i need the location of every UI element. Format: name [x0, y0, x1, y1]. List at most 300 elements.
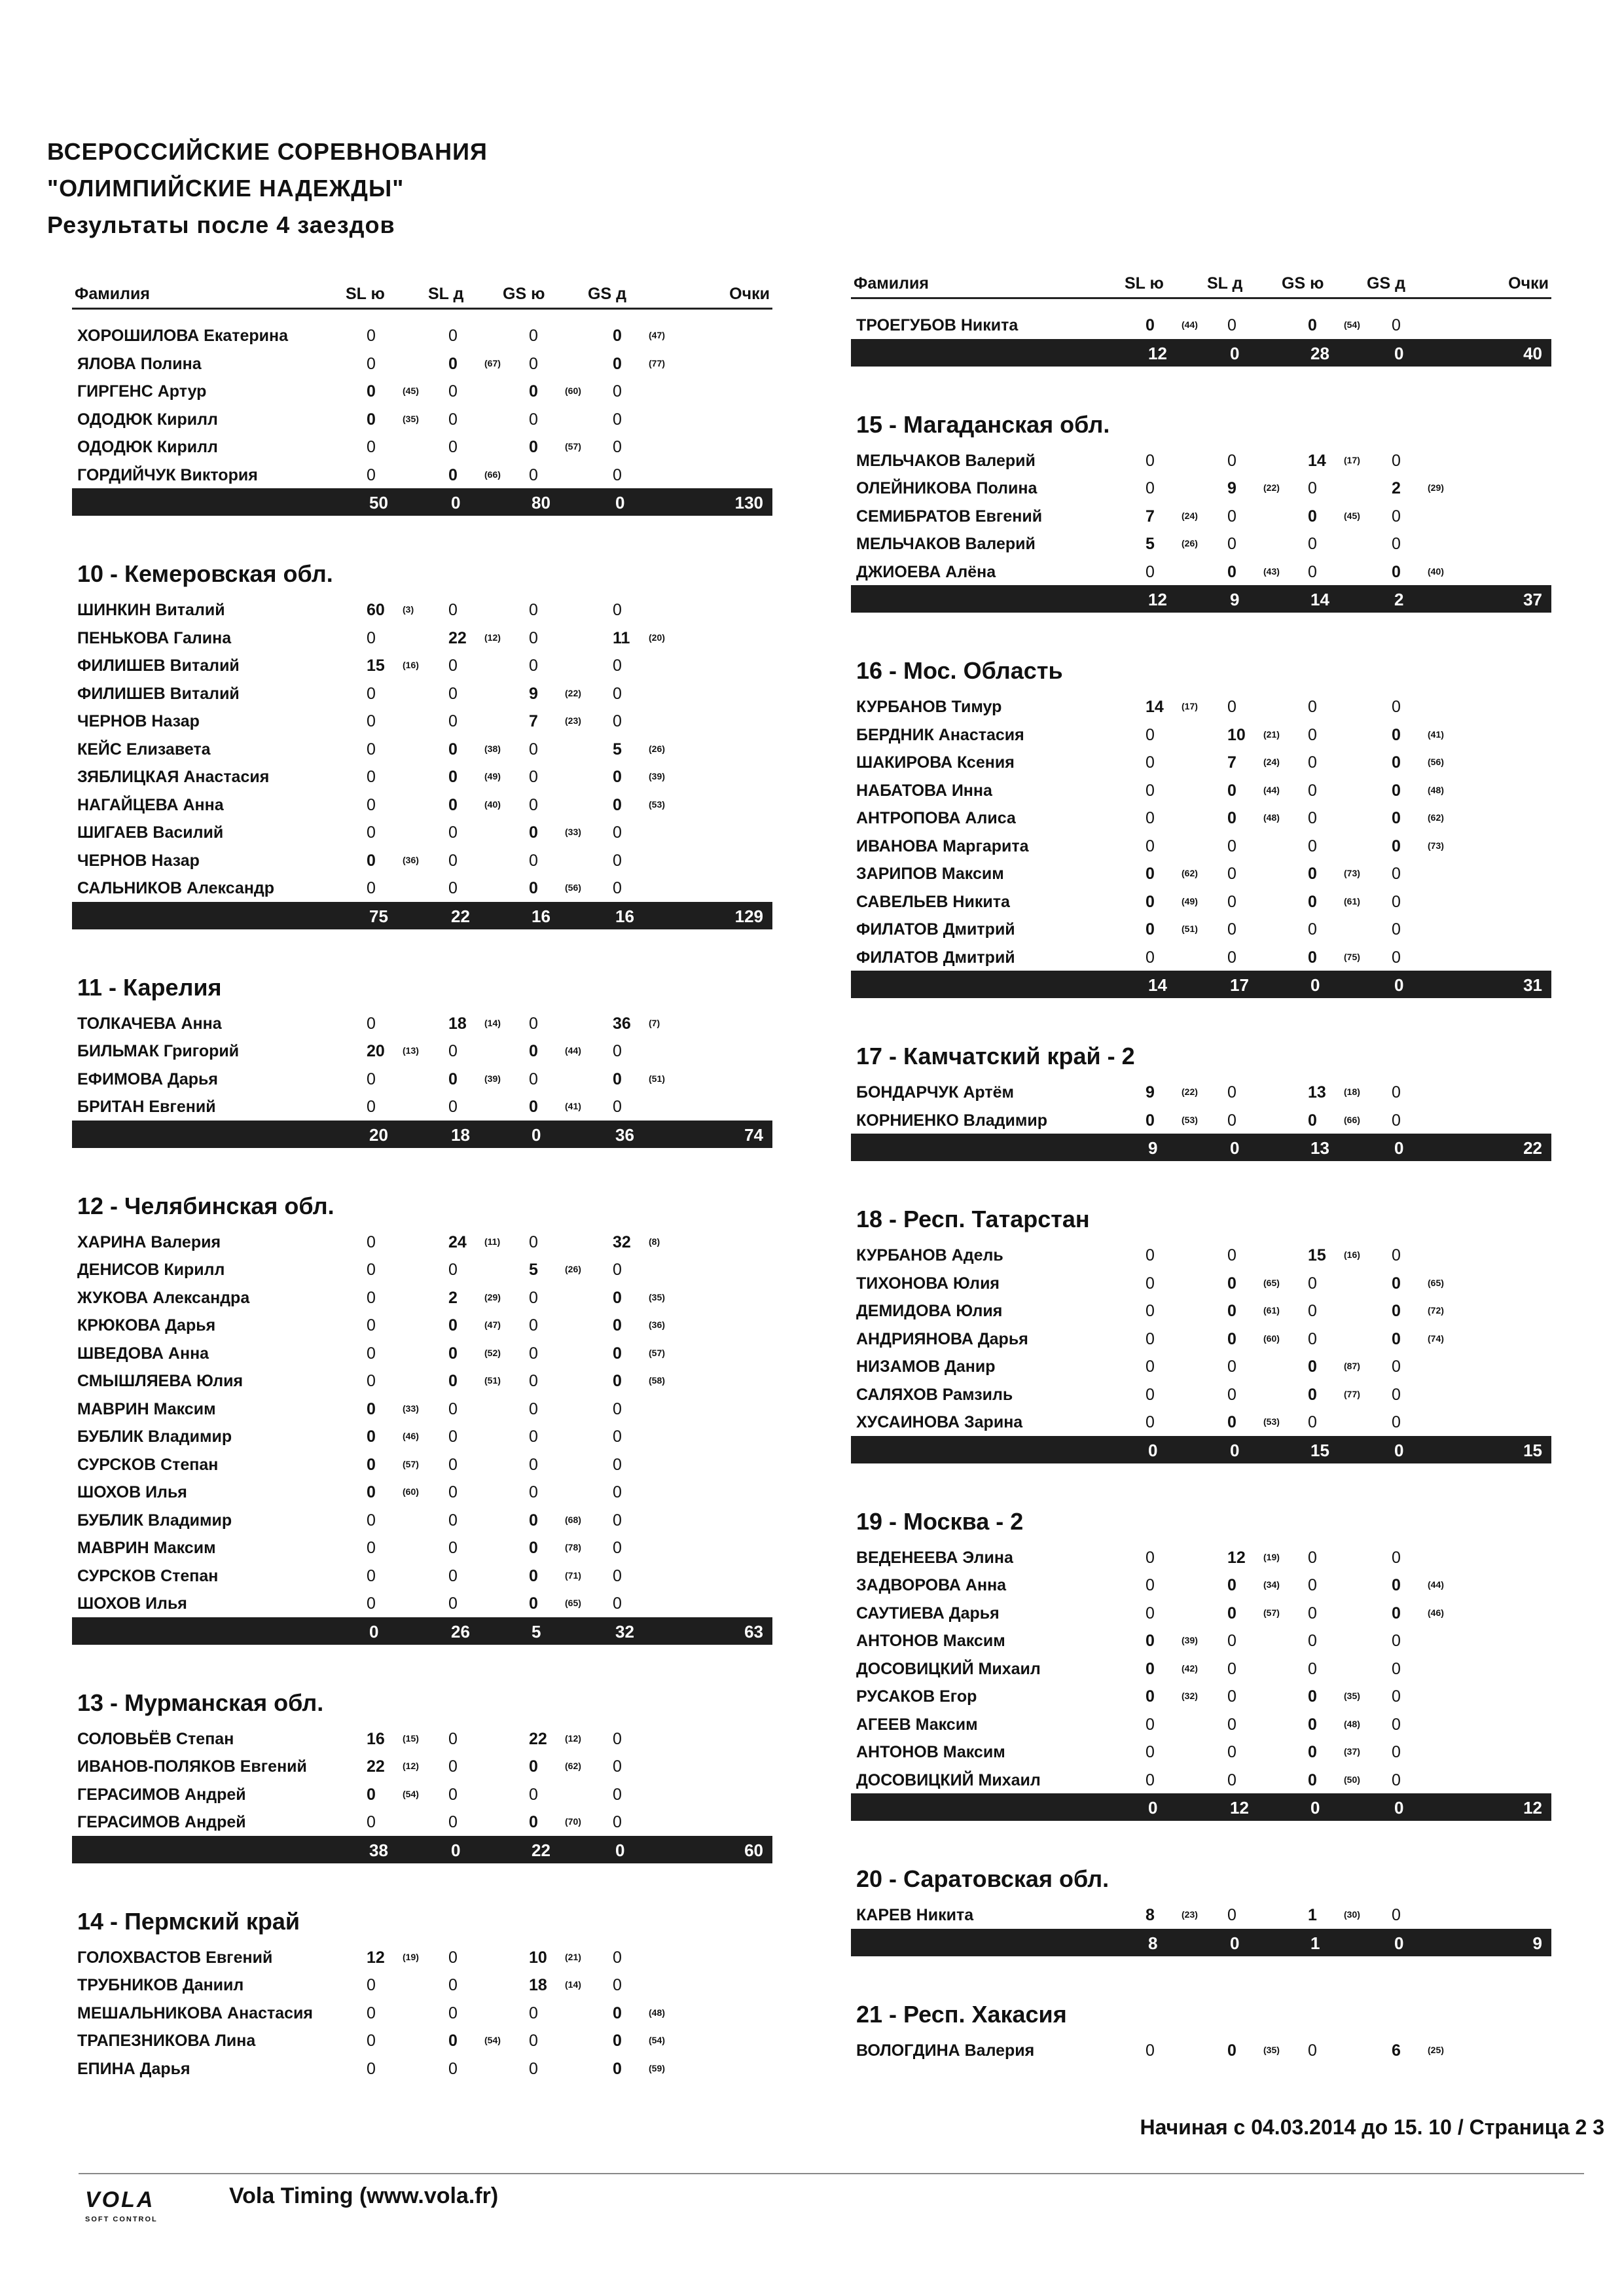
run-rank: (77)	[649, 357, 665, 368]
run-rank: (51)	[1182, 924, 1198, 934]
score-value: 0	[448, 712, 458, 730]
region-title: 21 - Респ. Хакасия	[856, 2000, 1067, 2028]
group-spacer	[851, 1002, 1551, 1032]
score-value: 0	[529, 1344, 538, 1363]
score-value: 18	[448, 1014, 467, 1033]
athlete-name: ГИРГЕНС Артур	[77, 382, 207, 401]
score-value: 12	[367, 1948, 385, 1967]
result-row	[851, 1710, 1551, 1738]
run-rank: (36)	[403, 854, 419, 865]
score-value: 0	[367, 1483, 376, 1501]
score-value: 0	[1308, 1385, 1317, 1404]
run-rank: (51)	[484, 1375, 501, 1386]
score-value: 0	[613, 410, 622, 429]
score-value: 0	[1308, 1715, 1317, 1734]
score-value: 0	[1146, 316, 1155, 334]
score-value: 0	[1227, 1246, 1236, 1265]
run-rank: (66)	[484, 469, 501, 480]
total-value: 26	[451, 1621, 470, 1641]
score-value: 0	[1227, 809, 1236, 827]
score-value: 5	[529, 1261, 538, 1279]
athlete-name: ИВАНОВ-ПОЛЯКОВ Евгений	[77, 1757, 307, 1776]
score-value: 0	[367, 327, 376, 345]
run-rank: (75)	[1344, 951, 1360, 962]
athlete-name: КУРБАНОВ Адель	[856, 1246, 1003, 1265]
athlete-name: ДЖИОЕВА Алёна	[856, 562, 996, 581]
score-value: 0	[529, 2059, 538, 2078]
score-value: 8	[1146, 1906, 1155, 1924]
score-value: 0	[448, 1539, 458, 1557]
total-points: 63	[744, 1621, 763, 1641]
score-value: 0	[1227, 1302, 1236, 1320]
score-value: 0	[1392, 451, 1401, 470]
run-rank: (68)	[565, 1514, 581, 1525]
score-value: 0	[1308, 535, 1317, 553]
athlete-name: ТРАПЕЗНИКОВА Лина	[77, 2032, 256, 2050]
team-total-bar	[72, 902, 772, 929]
score-value: 0	[1146, 920, 1155, 939]
score-value: 0	[1146, 725, 1155, 744]
score-value: 0	[367, 712, 376, 730]
score-value: 0	[1392, 1906, 1401, 1924]
run-rank: (56)	[1428, 757, 1444, 767]
athlete-name: ЗЯБЛИЦКАЯ Анастасия	[77, 768, 270, 786]
score-value: 0	[1146, 1385, 1155, 1404]
run-rank: (57)	[649, 1347, 665, 1358]
score-value: 0	[1392, 1743, 1401, 1761]
athlete-name: КРЮКОВА Дарья	[77, 1316, 216, 1335]
score-value: 0	[367, 684, 376, 703]
score-value: 0	[529, 1511, 538, 1530]
score-value: 0	[613, 712, 622, 730]
score-value: 0	[448, 1098, 458, 1116]
score-value: 0	[1308, 2041, 1317, 2060]
score-value: 0	[1308, 920, 1317, 939]
score-value: 0	[1146, 948, 1155, 967]
athlete-name: САВЕЛЬЕВ Никита	[856, 892, 1010, 911]
total-value: 8	[1148, 1933, 1158, 1953]
total-value: 0	[369, 1621, 379, 1641]
run-rank: (56)	[565, 882, 581, 893]
total-value: 0	[1230, 1138, 1240, 1158]
result-row	[72, 1943, 772, 1971]
result-row	[72, 707, 772, 735]
score-value: 0	[448, 354, 458, 373]
score-value: 0	[367, 1539, 376, 1557]
score-value: 5	[613, 740, 622, 759]
score-value: 0	[448, 1566, 458, 1585]
score-value: 0	[1392, 1302, 1401, 1320]
score-value: 0	[367, 795, 376, 814]
total-value: 0	[1148, 1440, 1158, 1460]
score-value: 22	[367, 1757, 385, 1776]
group-spacer	[72, 520, 772, 550]
athlete-name: АНТОНОВ Максим	[856, 1632, 1005, 1650]
score-value: 0	[1227, 316, 1236, 334]
score-value: 0	[529, 410, 538, 429]
result-row	[72, 1009, 772, 1037]
score-value: 0	[448, 2003, 458, 2022]
score-value: 0	[1227, 920, 1236, 939]
run-rank: (46)	[1428, 1607, 1444, 1618]
score-value: 0	[1146, 1770, 1155, 1789]
run-rank: (57)	[403, 1458, 419, 1469]
team-total-bar	[72, 1121, 772, 1148]
score-value: 0	[1146, 562, 1155, 581]
total-points: 129	[734, 906, 763, 926]
result-row	[851, 1901, 1551, 1929]
score-value: 0	[448, 1483, 458, 1501]
run-rank: (47)	[649, 330, 665, 340]
score-value: 0	[1392, 698, 1401, 716]
score-value: 0	[1227, 1385, 1236, 1404]
score-value: 0	[367, 1261, 376, 1279]
score-value: 0	[367, 1455, 376, 1474]
athlete-name: ШИНКИН Виталий	[77, 601, 225, 619]
result-row	[72, 1562, 772, 1590]
score-value: 0	[613, 354, 622, 373]
athlete-name: ДОСОВИЦКИЙ Михаил	[856, 1659, 1041, 1678]
score-value: 0	[1392, 1770, 1401, 1789]
athlete-name: ПЕНЬКОВА Галина	[77, 628, 232, 647]
score-value: 0	[367, 1976, 376, 1994]
score-value: 0	[1146, 1357, 1155, 1376]
athlete-name: ЯЛОВА Полина	[77, 354, 202, 373]
result-row	[851, 502, 1551, 530]
score-value: 0	[613, 1344, 622, 1363]
score-value: 0	[1392, 1548, 1401, 1567]
score-value: 0	[1227, 1413, 1236, 1431]
run-rank: (65)	[1263, 1277, 1280, 1288]
total-value: 17	[1230, 975, 1249, 995]
total-value: 18	[451, 1124, 470, 1145]
score-value: 15	[1308, 1246, 1326, 1265]
run-rank: (41)	[565, 1101, 581, 1111]
total-points: 12	[1523, 1798, 1542, 1818]
run-rank: (26)	[649, 743, 665, 754]
run-rank: (54)	[1344, 319, 1360, 330]
header-spacer	[851, 299, 1551, 311]
result-row	[72, 377, 772, 405]
result-row	[72, 1752, 772, 1780]
score-value: 0	[529, 768, 538, 786]
run-rank: (53)	[1182, 1114, 1198, 1125]
score-value: 0	[613, 1785, 622, 1804]
result-row	[72, 1450, 772, 1479]
score-value: 0	[448, 1785, 458, 1804]
athlete-name: САЛЯХОВ Рамзиль	[856, 1385, 1013, 1404]
result-row	[851, 1766, 1551, 1794]
athlete-name: ГОРДИЙЧУК Виктория	[77, 465, 258, 484]
athlete-name: КЕЙС Елизавета	[77, 740, 211, 759]
total-value: 9	[1148, 1138, 1158, 1158]
vola-timing-credit: Vola Timing (www.vola.fr)	[229, 2183, 499, 2208]
score-value: 0	[367, 1069, 376, 1088]
athlete-name: ФИЛИШЕВ Виталий	[77, 656, 240, 675]
athlete-name: ЧЕРНОВ Назар	[77, 851, 200, 870]
score-value: 0	[613, 1566, 622, 1585]
run-rank: (74)	[1428, 1333, 1444, 1344]
score-value: 0	[529, 354, 538, 373]
total-points: 60	[744, 1840, 763, 1860]
score-value: 0	[529, 1757, 538, 1776]
score-value: 0	[1308, 809, 1317, 827]
result-row	[851, 1626, 1551, 1655]
region-title: 16 - Мос. Область	[856, 657, 1063, 684]
score-value: 0	[367, 2032, 376, 2050]
run-rank: (8)	[649, 1236, 660, 1247]
athlete-name: ФИЛИШЕВ Виталий	[77, 684, 240, 703]
score-value: 0	[613, 1399, 622, 1418]
score-value: 0	[1227, 1274, 1236, 1293]
score-value: 0	[367, 740, 376, 759]
score-value: 0	[1227, 836, 1236, 855]
total-value: 13	[1310, 1138, 1329, 1158]
score-value: 0	[1308, 753, 1317, 772]
run-rank: (14)	[484, 1017, 501, 1028]
athlete-name: БУБЛИК Владимир	[77, 1511, 232, 1530]
run-rank: (16)	[1344, 1249, 1360, 1260]
score-value: 0	[1227, 1770, 1236, 1789]
score-value: 0	[367, 1316, 376, 1335]
score-value: 0	[1308, 507, 1317, 526]
run-rank: (73)	[1428, 840, 1444, 851]
total-value: 16	[615, 906, 634, 926]
score-value: 0	[1146, 1576, 1155, 1594]
athlete-name: БОНДАРЧУК Артём	[856, 1083, 1014, 1102]
region-title: 10 - Кемеровская обл.	[77, 560, 333, 587]
athlete-name: ФИЛАТОВ Дмитрий	[856, 948, 1015, 967]
result-row	[851, 1325, 1551, 1353]
run-rank: (44)	[1263, 784, 1280, 795]
score-value: 0	[613, 1539, 622, 1557]
score-value: 0	[613, 1427, 622, 1446]
run-rank: (54)	[403, 1788, 419, 1799]
score-value: 0	[1308, 1604, 1317, 1623]
total-points: 31	[1523, 975, 1542, 995]
result-row	[851, 721, 1551, 749]
run-rank: (53)	[649, 798, 665, 810]
result-row	[72, 1339, 772, 1367]
athlete-name: ФИЛАТОВ Дмитрий	[856, 920, 1015, 939]
score-value: 0	[448, 2032, 458, 2050]
total-value: 1	[1310, 1933, 1320, 1953]
score-value: 0	[448, 1948, 458, 1967]
score-value: 0	[1146, 781, 1155, 800]
result-row	[72, 405, 772, 433]
total-value: 14	[1310, 590, 1329, 609]
athlete-name: ВЕДЕНЕЕВА Элина	[856, 1548, 1013, 1567]
score-value: 1	[1308, 1906, 1317, 1924]
result-row	[851, 888, 1551, 916]
run-rank: (13)	[403, 1045, 419, 1056]
run-rank: (49)	[484, 771, 501, 781]
team-total-bar	[851, 1436, 1551, 1463]
score-value: 0	[448, 879, 458, 897]
athlete-name: САУТИЕВА Дарья	[856, 1604, 1000, 1623]
score-value: 2	[448, 1288, 458, 1307]
athlete-name: ЗАДВОРОВА Анна	[856, 1576, 1007, 1594]
athlete-name: БУБЛИК Владимир	[77, 1427, 232, 1446]
score-value: 0	[448, 1594, 458, 1613]
result-row	[72, 1506, 772, 1534]
result-row	[851, 311, 1551, 339]
score-value: 0	[1227, 698, 1236, 716]
score-value: 0	[1392, 1274, 1401, 1293]
score-value: 0	[1392, 1413, 1401, 1431]
run-rank: (24)	[1263, 757, 1280, 767]
score-value: 32	[613, 1232, 631, 1251]
score-value: 0	[613, 823, 622, 842]
score-value: 6	[1392, 2041, 1401, 2060]
score-value: 0	[367, 2003, 376, 2022]
score-value: 0	[1146, 479, 1155, 497]
score-value: 0	[367, 628, 376, 647]
header-gs-f: GS д	[588, 285, 626, 303]
score-value: 0	[1392, 781, 1401, 800]
athlete-name: ШВЕДОВА Анна	[77, 1344, 209, 1363]
athlete-name: ДЕМИДОВА Юлия	[856, 1302, 1003, 1320]
score-value: 0	[1308, 698, 1317, 716]
score-value: 24	[448, 1232, 467, 1251]
result-row	[72, 1780, 772, 1808]
athlete-name: ГОЛОХВАСТОВ Евгений	[77, 1948, 273, 1967]
score-value: 18	[529, 1976, 547, 1994]
group-spacer	[851, 1960, 1551, 1990]
result-row	[72, 791, 772, 819]
score-value: 0	[448, 1344, 458, 1363]
score-value: 0	[529, 2032, 538, 2050]
run-rank: (29)	[1428, 482, 1444, 493]
column-header	[851, 268, 1551, 299]
total-value: 15	[1310, 1440, 1329, 1460]
score-value: 0	[1308, 1659, 1317, 1678]
run-rank: (12)	[565, 1732, 581, 1744]
score-value: 0	[367, 354, 376, 373]
total-value: 12	[1230, 1798, 1249, 1818]
score-value: 0	[529, 1455, 538, 1474]
total-value: 0	[532, 1124, 541, 1145]
score-value: 0	[448, 1729, 458, 1748]
score-value: 0	[367, 1372, 376, 1390]
result-row	[72, 1065, 772, 1093]
score-value: 0	[529, 327, 538, 345]
result-row	[851, 1738, 1551, 1766]
score-value: 0	[613, 879, 622, 897]
score-value: 0	[529, 465, 538, 484]
score-value: 0	[529, 1232, 538, 1251]
score-value: 0	[613, 1455, 622, 1474]
score-value: 0	[1392, 535, 1401, 553]
score-value: 0	[1146, 451, 1155, 470]
total-value: 0	[1310, 1798, 1320, 1818]
athlete-name: АГЕЕВ Максим	[856, 1715, 978, 1734]
score-value: 0	[448, 410, 458, 429]
region-title: 14 - Пермский край	[77, 1907, 300, 1935]
result-row	[72, 1367, 772, 1395]
score-value: 0	[1308, 892, 1317, 911]
score-value: 0	[1392, 1659, 1401, 1678]
run-rank: (51)	[649, 1073, 665, 1084]
run-rank: (22)	[1263, 482, 1280, 493]
group-spacer	[72, 1649, 772, 1679]
score-value: 0	[529, 1069, 538, 1088]
score-value: 9	[1227, 479, 1236, 497]
score-value: 0	[1227, 1604, 1236, 1623]
result-row	[851, 1543, 1551, 1571]
run-rank: (3)	[403, 604, 414, 615]
score-value: 0	[367, 2059, 376, 2078]
score-value: 0	[1146, 1111, 1155, 1130]
total-points: 130	[734, 493, 763, 512]
result-row	[851, 1269, 1551, 1297]
run-rank: (44)	[1428, 1579, 1444, 1590]
run-rank: (26)	[565, 1264, 581, 1274]
run-rank: (54)	[649, 2035, 665, 2045]
score-value: 0	[1308, 1576, 1317, 1594]
run-rank: (45)	[403, 386, 419, 396]
score-value: 0	[529, 438, 538, 456]
athlete-name: САЛЬНИКОВ Александр	[77, 879, 275, 897]
total-value: 36	[615, 1124, 634, 1145]
run-rank: (62)	[1182, 868, 1198, 878]
score-value: 0	[529, 1785, 538, 1804]
athlete-name: ШАКИРОВА Ксения	[856, 753, 1015, 772]
result-row	[851, 832, 1551, 860]
total-value: 0	[451, 493, 461, 512]
athlete-name: НИЗАМОВ Данир	[856, 1357, 996, 1376]
header-gs-m: GS ю	[1282, 274, 1324, 293]
score-value: 22	[448, 628, 467, 647]
run-rank: (22)	[565, 687, 581, 698]
score-value: 0	[1146, 836, 1155, 855]
score-value: 0	[613, 1511, 622, 1530]
score-value: 0	[1227, 892, 1236, 911]
score-value: 0	[613, 1069, 622, 1088]
total-points: 15	[1523, 1440, 1542, 1460]
run-rank: (60)	[1263, 1333, 1280, 1344]
score-value: 0	[613, 851, 622, 870]
score-value: 0	[1227, 865, 1236, 883]
result-row	[851, 859, 1551, 888]
report-title-block	[47, 134, 488, 243]
score-value: 0	[1392, 892, 1401, 911]
score-value: 0	[448, 1261, 458, 1279]
run-rank: (44)	[565, 1045, 581, 1056]
result-row	[72, 735, 772, 763]
total-value: 20	[369, 1124, 388, 1145]
result-row	[851, 558, 1551, 586]
score-value: 0	[1392, 1687, 1401, 1706]
score-value: 0	[1146, 1715, 1155, 1734]
score-value: 0	[1146, 1246, 1155, 1265]
score-value: 0	[1392, 562, 1401, 581]
result-row	[72, 679, 772, 708]
score-value: 0	[367, 1813, 376, 1831]
run-rank: (35)	[649, 1291, 665, 1302]
result-row	[851, 529, 1551, 558]
group-spacer	[851, 1825, 1551, 1855]
total-value: 50	[369, 493, 388, 512]
athlete-name: БИЛЬМАК Григорий	[77, 1042, 240, 1060]
total-value: 38	[369, 1840, 388, 1860]
athlete-name: БЕРДНИК Анастасия	[856, 725, 1024, 744]
run-rank: (20)	[649, 632, 665, 643]
athlete-name: ОДОДЮК Кирилл	[77, 438, 218, 456]
region-title: 11 - Карелия	[77, 973, 222, 1001]
result-row	[851, 1106, 1551, 1134]
run-rank: (17)	[1182, 701, 1198, 711]
